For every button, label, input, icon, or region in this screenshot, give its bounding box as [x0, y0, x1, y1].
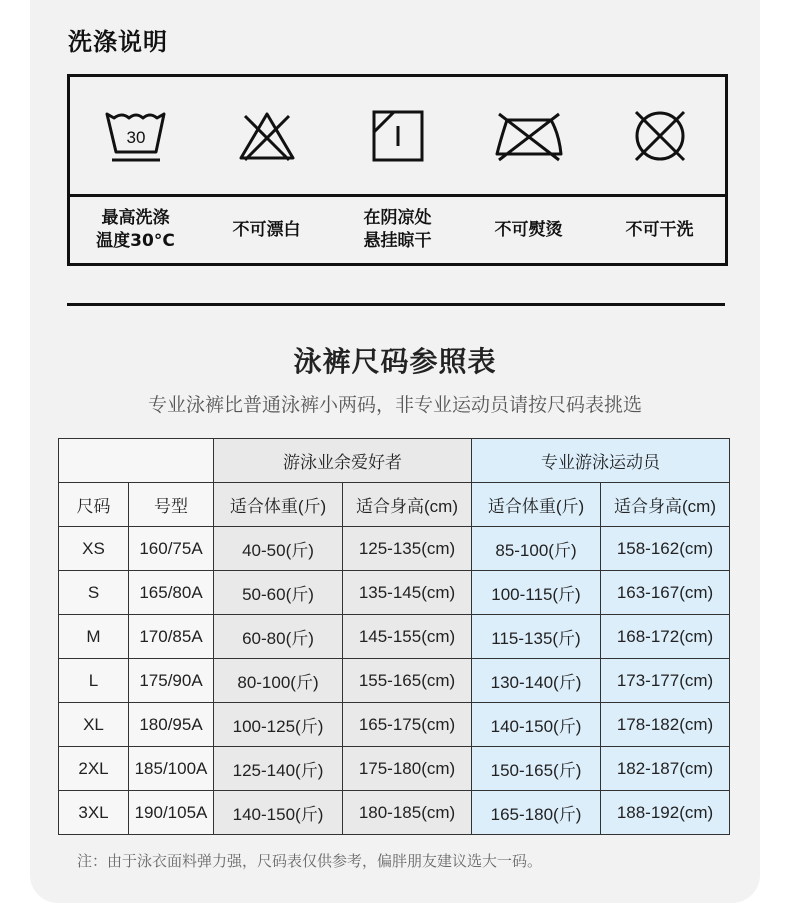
care-label-line-dry: 在阴凉处 悬挂晾干	[363, 208, 432, 251]
table-cell: 170/85A	[129, 615, 214, 659]
table-cell: 100-115(斤)	[472, 571, 601, 615]
table-cell: 150-165(斤)	[472, 747, 601, 791]
table-cell: L	[59, 659, 129, 703]
table-cell: 135-145(cm)	[343, 571, 472, 615]
table-cell: 125-135(cm)	[343, 527, 472, 571]
table-row	[59, 703, 730, 747]
care-label-no-iron: 不可熨烫	[494, 219, 563, 240]
table-cell: 3XL	[59, 791, 129, 835]
table-cell: 40-50(斤)	[214, 527, 343, 571]
column-header: 号型	[129, 483, 214, 527]
table-row	[59, 747, 730, 791]
table-cell: 155-165(cm)	[343, 659, 472, 703]
table-cell: XL	[59, 703, 129, 747]
table-cell: 125-140(斤)	[214, 747, 343, 791]
table-cell: 165-175(cm)	[343, 703, 472, 747]
table-cell: 188-192(cm)	[601, 791, 730, 835]
wash-temp-text: 30	[126, 127, 145, 147]
table-cell: 160/75A	[129, 527, 214, 571]
table-cell: 158-162(cm)	[601, 527, 730, 571]
no-iron-cell	[463, 77, 594, 194]
care-label-no-bleach: 不可漂白	[232, 219, 301, 240]
table-row	[59, 659, 730, 703]
line-dry-shade-icon	[372, 110, 424, 162]
table-row	[59, 791, 730, 835]
table-cell: 180/95A	[129, 703, 214, 747]
table-cell: 2XL	[59, 747, 129, 791]
care-label-wash: 最高洗涤 温度30°C	[96, 208, 175, 251]
care-labels-row	[70, 197, 725, 263]
group-header-pro: 专业游泳运动员	[472, 439, 730, 483]
care-instructions-table	[67, 74, 728, 266]
section-divider	[67, 303, 725, 306]
care-icons-row	[70, 77, 725, 197]
table-cell: 60-80(斤)	[214, 615, 343, 659]
no-bleach-cell	[201, 77, 332, 194]
table-cell: 130-140(斤)	[472, 659, 601, 703]
table-cell: 140-150(斤)	[472, 703, 601, 747]
column-header: 适合体重(斤)	[214, 483, 343, 527]
no-bleach-icon	[237, 110, 297, 162]
no-dry-clean-cell	[594, 77, 725, 194]
column-header-row	[59, 483, 730, 527]
table-cell: 173-177(cm)	[601, 659, 730, 703]
wash-30-icon	[104, 108, 168, 164]
table-cell: 145-155(cm)	[343, 615, 472, 659]
table-cell: 140-150(斤)	[214, 791, 343, 835]
table-cell: 85-100(斤)	[472, 527, 601, 571]
group-header-row	[59, 439, 730, 483]
column-header: 适合身高(cm)	[343, 483, 472, 527]
column-header: 适合身高(cm)	[601, 483, 730, 527]
table-row	[59, 527, 730, 571]
size-chart-title: 泳裤尺码参照表	[293, 345, 497, 378]
table-cell: 168-172(cm)	[601, 615, 730, 659]
table-row	[59, 571, 730, 615]
group-header-empty	[59, 439, 214, 483]
wash-30-cell	[70, 77, 201, 194]
table-cell: 190/105A	[129, 791, 214, 835]
table-cell: 180-185(cm)	[343, 791, 472, 835]
table-cell: XS	[59, 527, 129, 571]
table-row	[59, 615, 730, 659]
table-cell: 175-180(cm)	[343, 747, 472, 791]
no-iron-icon	[493, 110, 565, 162]
table-cell: S	[59, 571, 129, 615]
table-cell: 100-125(斤)	[214, 703, 343, 747]
table-cell: 163-167(cm)	[601, 571, 730, 615]
table-cell: 115-135(斤)	[472, 615, 601, 659]
table-cell: 165-180(斤)	[472, 791, 601, 835]
table-cell: M	[59, 615, 129, 659]
column-header: 尺码	[59, 483, 129, 527]
no-dry-clean-icon	[630, 110, 690, 162]
size-note: 注：由于泳衣面料弹力强，尺码表仅供参考，偏胖朋友建议选大一码。	[77, 852, 543, 870]
table-cell: 80-100(斤)	[214, 659, 343, 703]
size-chart-subtitle: 专业泳裤比普通泳裤小两码，非专业运动员请按尺码表挑选	[147, 394, 642, 416]
table-cell: 182-187(cm)	[601, 747, 730, 791]
table-cell: 178-182(cm)	[601, 703, 730, 747]
care-label-no-dry-clean: 不可干洗	[625, 219, 694, 240]
table-cell: 50-60(斤)	[214, 571, 343, 615]
size-table	[58, 438, 730, 835]
table-cell: 185/100A	[129, 747, 214, 791]
group-header-amateur: 游泳业余爱好者	[214, 439, 472, 483]
column-header: 适合体重(斤)	[472, 483, 601, 527]
table-cell: 165/80A	[129, 571, 214, 615]
table-cell: 175/90A	[129, 659, 214, 703]
care-title: 洗涤说明	[68, 28, 168, 56]
line-dry-shade-cell	[332, 77, 463, 194]
